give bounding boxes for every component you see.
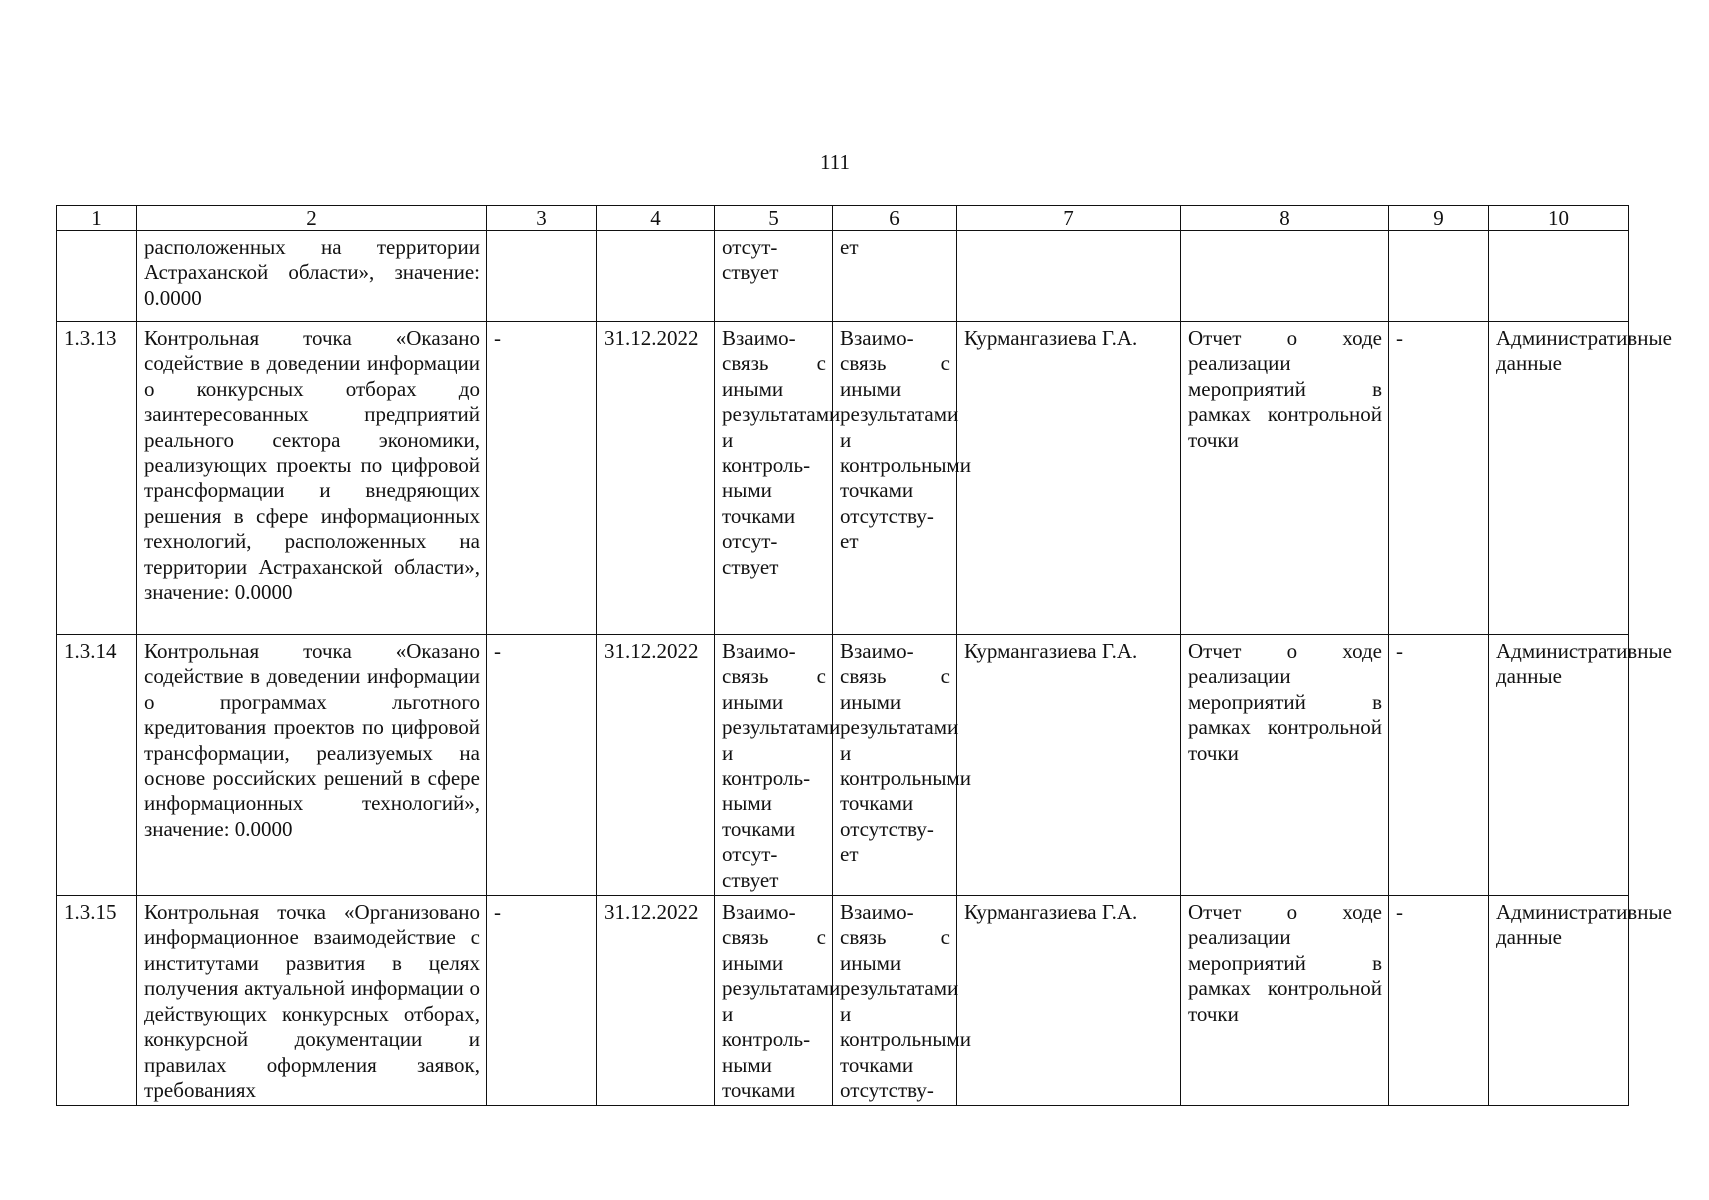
table-row [57,635,1629,896]
item-start-date: - [487,896,597,1106]
column-header: 8 [1181,206,1389,231]
item-successor-link: Взаимо- связь с иными результатами и контрольными точками отсутству- ет [833,322,957,635]
item-source: Административные данные [1489,322,1629,635]
measures-table [56,205,1672,1106]
item-predecessor-link: Взаимо- связь с иными результатами и контроль- ными точками [715,896,833,1106]
item-predecessor-link: Взаимо- связь с иными результатами и контроль- ными точками отсут- ствует [715,322,833,635]
item-document: Отчет о ходе реализации мероприятий в рамках контрольной точки [1181,322,1389,635]
column-header: 4 [597,206,715,231]
item-description: расположенных на территории Астраханской области», значение: 0.0000 [137,231,487,322]
item-successor-link: Взаимо- связь с иными результатами и контрольными точками отсутству- [833,896,957,1106]
item-start-date: - [487,322,597,635]
column-header: 10 [1489,206,1629,231]
column-header: 1 [57,206,137,231]
column-header: 7 [957,206,1181,231]
item-start-date: - [487,635,597,896]
item-document: Отчет о ходе реализации мероприятий в рамках контрольной точки [1181,896,1389,1106]
column-numbers-row [57,206,1629,231]
item-end-date [597,231,715,322]
item-end-date: 31.12.2022 [597,896,715,1106]
item-description: Контрольная точка «Оказано содействие в доведении информации о конкурсных отборах до заинтересованных предприятий реального сектора экономики, реализующих проекты по цифровой трансформации и внедряющих решения в сфере информационных технологий, расположенных на территории Астраханской области», значение: 0.0000 [137,322,487,635]
item-number: 1.3.15 [57,896,137,1106]
item-successor-link: Взаимо- связь с иными результатами и контрольными точками отсутству- ет [833,635,957,896]
item-description: Контрольная точка «Оказано содействие в доведении информации о программах льготного кредитования проектов по цифровой трансформации, реализуемых на основе российских решений в сфере информационных технологий», значение: 0.0000 [137,635,487,896]
item-document [1181,231,1389,322]
item-number: 1.3.13 [57,322,137,635]
column-header: 9 [1389,206,1489,231]
item-predecessor-link: Взаимо- связь с иными результатами и контроль- ными точками отсут- ствует [715,635,833,896]
item-number [57,231,137,322]
item-source: Административные данные [1489,896,1629,1106]
item-source [1489,231,1629,322]
item-col9: - [1389,896,1489,1106]
item-successor-link: ет [833,231,957,322]
table-row [57,322,1629,635]
item-source: Административные данные [1489,635,1629,896]
item-responsible: Курмангазиева Г.А. [957,635,1181,896]
item-end-date: 31.12.2022 [597,322,715,635]
item-col9: - [1389,635,1489,896]
item-description: Контрольная точка «Организовано информационное взаимодействие с институтами развития в целях получения актуальной информации о действующих конкурсных отборах, конкурсной документации и правилах оформления заявок, требованиях [137,896,487,1106]
item-number: 1.3.14 [57,635,137,896]
item-col9: - [1389,322,1489,635]
item-document: Отчет о ходе реализации мероприятий в рамках контрольной точки [1181,635,1389,896]
column-header: 6 [833,206,957,231]
item-predecessor-link: отсут- ствует [715,231,833,322]
item-responsible: Курмангазиева Г.А. [957,896,1181,1106]
item-responsible: Курмангазиева Г.А. [957,322,1181,635]
item-col9 [1389,231,1489,322]
table-row [57,231,1629,322]
table-row [57,896,1629,1106]
column-header: 2 [137,206,487,231]
column-header: 5 [715,206,833,231]
column-header: 3 [487,206,597,231]
item-end-date: 31.12.2022 [597,635,715,896]
item-start-date [487,231,597,322]
item-responsible [957,231,1181,322]
page-number: 111 [820,150,850,174]
